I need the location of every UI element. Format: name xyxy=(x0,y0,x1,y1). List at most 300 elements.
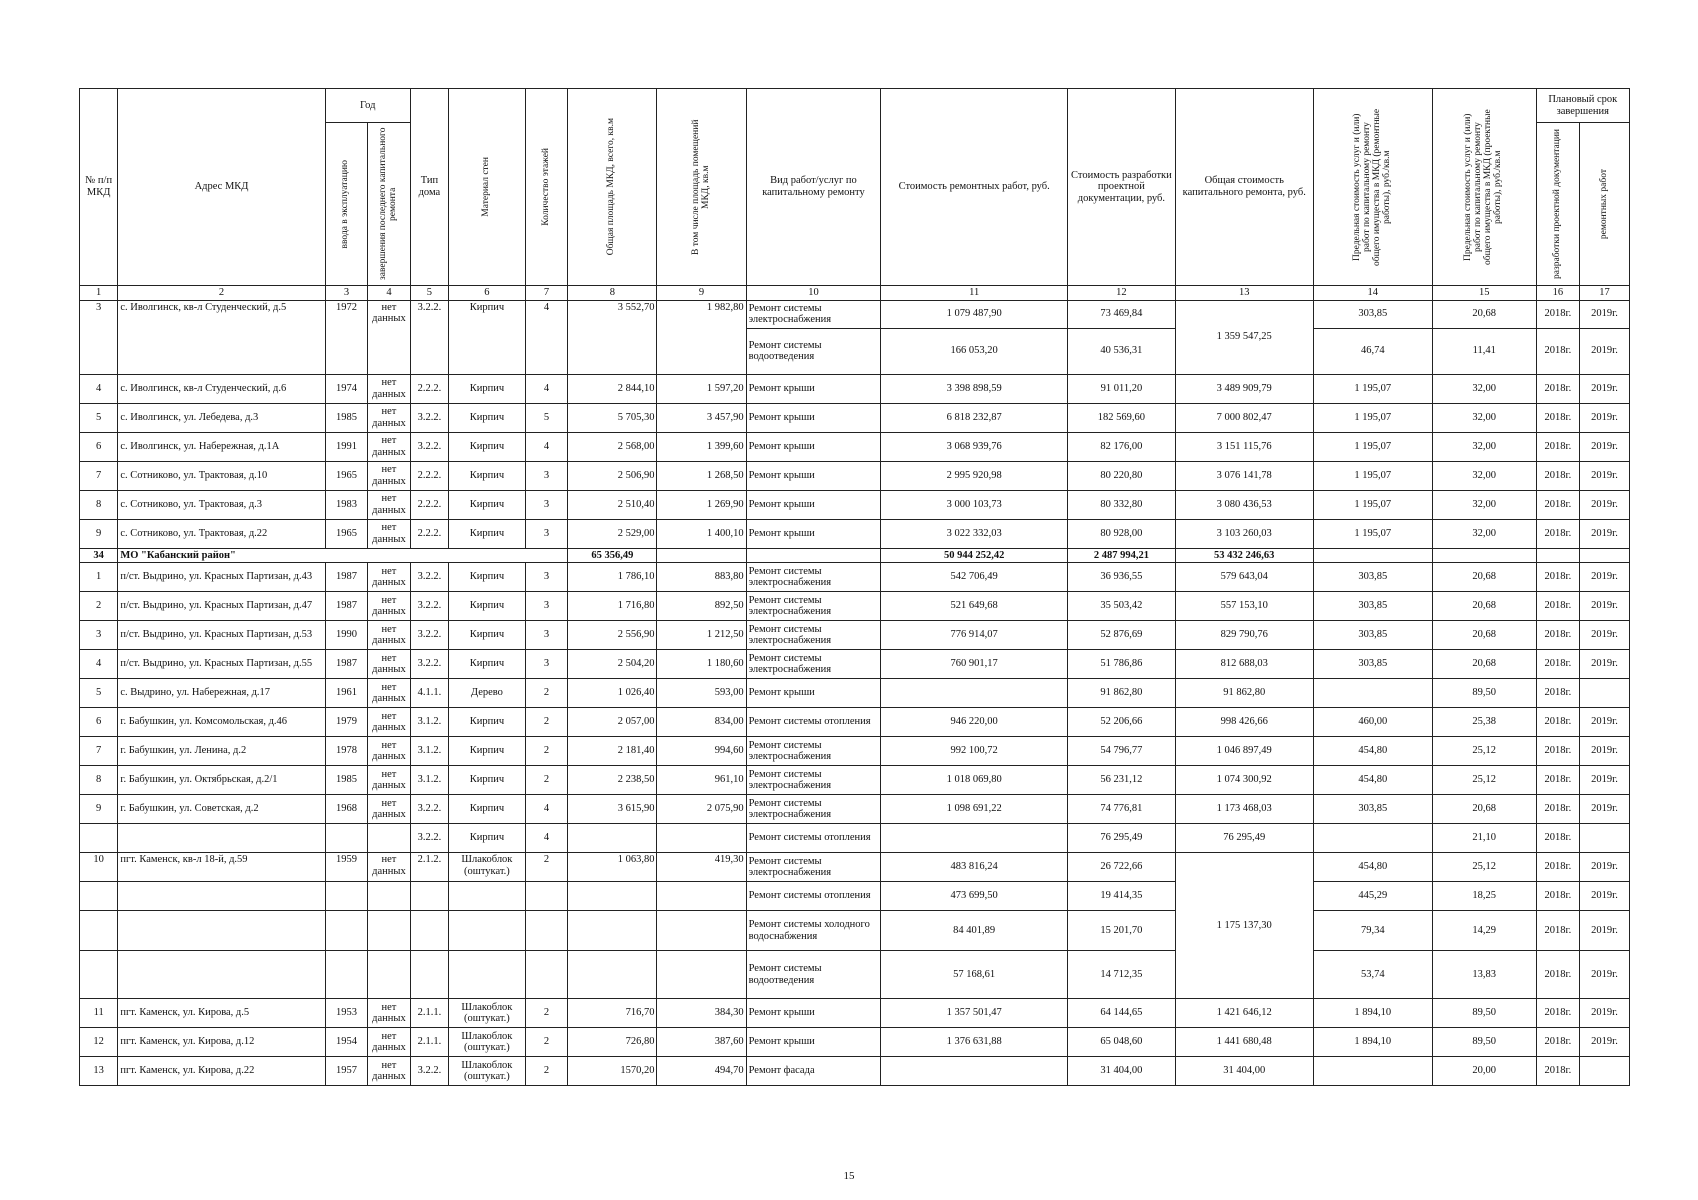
cell-limit-design: 25,12 xyxy=(1432,766,1536,795)
cell-year-commission: 1972 xyxy=(325,300,368,374)
cell-work-type: Ремонт системы водоотведения xyxy=(746,328,881,374)
cell-design-cost: 91 862,80 xyxy=(1067,679,1175,708)
cell-total-area: 2 529,00 xyxy=(568,519,657,548)
cell-limit-design: 89,50 xyxy=(1432,679,1536,708)
cell-design-cost: 35 503,42 xyxy=(1067,592,1175,621)
cell-type: 2.2.2. xyxy=(410,461,448,490)
col-number: 3 xyxy=(325,286,368,301)
cell-limit-design: 32,00 xyxy=(1432,519,1536,548)
table-row xyxy=(80,650,1630,679)
cell-type: 3.2.2. xyxy=(410,563,448,592)
cell-address xyxy=(118,824,325,853)
cell-living-area: 1 269,90 xyxy=(657,490,746,519)
cell-deadline-design: 2018г. xyxy=(1536,432,1580,461)
cell-material: Кирпич xyxy=(449,708,526,737)
cell-deadline-design: 2018г. xyxy=(1536,519,1580,548)
cell-material: Кирпич xyxy=(449,795,526,824)
col-number: 1 xyxy=(80,286,118,301)
cell-total-area: 3 552,70 xyxy=(568,300,657,374)
cell-total-area: 726,80 xyxy=(568,1028,657,1057)
cell-work-type: Ремонт системы электроснабжения xyxy=(746,766,881,795)
cell-design-cost: 14 712,35 xyxy=(1067,951,1175,999)
cell-limit-design: 25,12 xyxy=(1432,853,1536,882)
group-design-cost: 2 487 994,21 xyxy=(1067,548,1175,563)
cell-work-type: Ремонт крыши xyxy=(746,461,881,490)
cell-total-cost: 31 404,00 xyxy=(1175,1057,1313,1086)
cell-limit-repair: 1 195,07 xyxy=(1313,490,1432,519)
cell-repair-cost: 1 376 631,88 xyxy=(881,1028,1068,1057)
cell-deadline-design: 2018г. xyxy=(1536,708,1580,737)
header-deadline-design: разработки проектной документации xyxy=(1551,129,1562,279)
table-row xyxy=(80,766,1630,795)
table-row xyxy=(80,1028,1630,1057)
cell-address: г. Бабушкин, ул. Октябрьская, д.2/1 xyxy=(118,766,325,795)
cell-floors: 2 xyxy=(525,737,568,766)
cell-floors: 2 xyxy=(525,708,568,737)
cell-address: пгт. Каменск, ул. Кирова, д.22 xyxy=(118,1057,325,1086)
empty-cell xyxy=(325,882,368,911)
cell-total-cost: 3 103 260,03 xyxy=(1175,519,1313,548)
cell-floors: 3 xyxy=(525,650,568,679)
cell-deadline-repair: 2019г. xyxy=(1580,951,1630,999)
cell-deadline-repair: 2019г. xyxy=(1580,519,1630,548)
cell-type: 2.1.1. xyxy=(410,1028,448,1057)
col-number: 11 xyxy=(881,286,1068,301)
cell-deadline-repair xyxy=(1580,824,1630,853)
cell-total-cost: 557 153,10 xyxy=(1175,592,1313,621)
cell-work-type: Ремонт крыши xyxy=(746,679,881,708)
cell-year-repair xyxy=(368,824,411,853)
cell-limit-repair: 1 894,10 xyxy=(1313,1028,1432,1057)
cell-limit-design: 32,00 xyxy=(1432,490,1536,519)
cell-total-area: 1 716,80 xyxy=(568,592,657,621)
cell-material: Шлакоблок (оштукат.) xyxy=(449,999,526,1028)
cell-deadline-repair: 2019г. xyxy=(1580,328,1630,374)
empty-cell xyxy=(118,951,325,999)
header-year: Год xyxy=(325,89,410,123)
empty-cell xyxy=(525,951,568,999)
empty-cell xyxy=(118,882,325,911)
cell-limit-design: 11,41 xyxy=(1432,328,1536,374)
cell-address: п/ст. Выдрино, ул. Красных Партизан, д.43 xyxy=(118,563,325,592)
cell-repair-cost: 483 816,24 xyxy=(881,853,1068,882)
cell-deadline-repair: 2019г. xyxy=(1580,708,1630,737)
cell-type: 3.2.2. xyxy=(410,795,448,824)
cell-limit-design: 20,00 xyxy=(1432,1057,1536,1086)
cell-total-area: 2 238,50 xyxy=(568,766,657,795)
cell-type: 3.2.2. xyxy=(410,1057,448,1086)
cell-year-commission: 1978 xyxy=(325,737,368,766)
cell-limit-repair xyxy=(1313,824,1432,853)
cell-work-type: Ремонт системы холодного водоснабжения xyxy=(746,911,881,951)
cell-total-area: 3 615,90 xyxy=(568,795,657,824)
cell-deadline-repair: 2019г. xyxy=(1580,911,1630,951)
cell-n: 2 xyxy=(80,592,118,621)
empty-cell xyxy=(449,882,526,911)
cell-living-area: 892,50 xyxy=(657,592,746,621)
cell-type: 2.2.2. xyxy=(410,374,448,403)
table-row xyxy=(80,374,1630,403)
cell-deadline-design: 2018г. xyxy=(1536,650,1580,679)
cell-design-cost: 80 220,80 xyxy=(1067,461,1175,490)
cell-total-area: 5 705,30 xyxy=(568,403,657,432)
cell-year-repair: нет данных xyxy=(368,999,411,1028)
cell-repair-cost: 1 098 691,22 xyxy=(881,795,1068,824)
cell-repair-cost: 473 699,50 xyxy=(881,882,1068,911)
cell-year-commission xyxy=(325,824,368,853)
cell-deadline-design: 2018г. xyxy=(1536,882,1580,911)
cell-material: Кирпич xyxy=(449,374,526,403)
cell-floors: 3 xyxy=(525,461,568,490)
header-material: Материал стен xyxy=(480,157,491,217)
table-row xyxy=(80,679,1630,708)
cell-address: с. Выдрино, ул. Набережная, д.17 xyxy=(118,679,325,708)
cell-deadline-repair: 2019г. xyxy=(1580,490,1630,519)
cell-n: 9 xyxy=(80,519,118,548)
cell-limit-design: 20,68 xyxy=(1432,563,1536,592)
cell-total-area: 716,70 xyxy=(568,999,657,1028)
empty-cell xyxy=(80,951,118,999)
col-number: 13 xyxy=(1175,286,1313,301)
cell-deadline-design: 2018г. xyxy=(1536,300,1580,328)
empty-cell xyxy=(410,951,448,999)
cell-year-repair: нет данных xyxy=(368,679,411,708)
cell-year-commission: 1987 xyxy=(325,650,368,679)
table-row xyxy=(80,911,1630,951)
cell-total-area: 1 026,40 xyxy=(568,679,657,708)
cell-design-cost: 64 144,65 xyxy=(1067,999,1175,1028)
header-year-commission: ввода в эксплуатацию xyxy=(340,159,351,249)
header-total-cost: Общая стоимость капитального ремонта, руб. xyxy=(1175,89,1313,286)
header-address: Адрес МКД xyxy=(118,89,325,286)
cell-limit-repair xyxy=(1313,1057,1432,1086)
cell-living-area: 1 400,10 xyxy=(657,519,746,548)
cell-address: с. Иволгинск, ул. Набережная, д.1А xyxy=(118,432,325,461)
cell-deadline-repair: 2019г. xyxy=(1580,737,1630,766)
cell-work-type: Ремонт системы электроснабжения xyxy=(746,795,881,824)
cell-n: 4 xyxy=(80,650,118,679)
cell-limit-design: 32,00 xyxy=(1432,374,1536,403)
cell-repair-cost: 1 357 501,47 xyxy=(881,999,1068,1028)
cell-floors: 3 xyxy=(525,621,568,650)
col-number: 10 xyxy=(746,286,881,301)
cell-work-type: Ремонт крыши xyxy=(746,403,881,432)
col-number: 16 xyxy=(1536,286,1580,301)
cell-type: 3.2.2. xyxy=(410,650,448,679)
cell-n: 5 xyxy=(80,679,118,708)
header-total-area: Общая площадь МКД, всего, кв.м xyxy=(606,118,617,256)
cell-limit-repair: 79,34 xyxy=(1313,911,1432,951)
cell-living-area: 883,80 xyxy=(657,563,746,592)
cell-year-repair: нет данных xyxy=(368,432,411,461)
cell-address: п/ст. Выдрино, ул. Красных Партизан, д.47 xyxy=(118,592,325,621)
cell-year-commission: 1991 xyxy=(325,432,368,461)
column-number-row xyxy=(80,286,1630,301)
cell-year-commission: 1965 xyxy=(325,519,368,548)
cell-design-cost: 182 569,60 xyxy=(1067,403,1175,432)
cell-repair-cost: 542 706,49 xyxy=(881,563,1068,592)
table-row xyxy=(80,461,1630,490)
header-deadline-repair: ремонтных работ xyxy=(1598,168,1609,240)
cell-floors: 4 xyxy=(525,432,568,461)
cell-work-type: Ремонт системы электроснабжения xyxy=(746,621,881,650)
empty-cell xyxy=(568,882,657,911)
cell-type: 3.1.2. xyxy=(410,737,448,766)
cell-total-cost: 1 421 646,12 xyxy=(1175,999,1313,1028)
col-number: 7 xyxy=(525,286,568,301)
cell-limit-design: 20,68 xyxy=(1432,592,1536,621)
cell-deadline-design: 2018г. xyxy=(1536,374,1580,403)
cell-limit-design: 18,25 xyxy=(1432,882,1536,911)
cell-limit-repair: 1 195,07 xyxy=(1313,461,1432,490)
header-limit-design: Предельная стоимость услуг и (или) работ по капитальному ремонту общего имущества в МКД (проектные работы), руб./кв.м xyxy=(1463,109,1504,265)
cell-limit-repair: 53,74 xyxy=(1313,951,1432,999)
cell-deadline-design: 2018г. xyxy=(1536,563,1580,592)
page-number: 15 xyxy=(843,1170,855,1182)
col-number: 5 xyxy=(410,286,448,301)
cell-repair-cost: 84 401,89 xyxy=(881,911,1068,951)
cell-material: Шлакоблок (оштукат.) xyxy=(449,1057,526,1086)
group-total-cost: 53 432 246,63 xyxy=(1175,548,1313,563)
cell-deadline-repair: 2019г. xyxy=(1580,999,1630,1028)
cell-total-cost: 998 426,66 xyxy=(1175,708,1313,737)
cell-material: Кирпич xyxy=(449,621,526,650)
cell-limit-repair: 454,80 xyxy=(1313,737,1432,766)
header-type: Тип дома xyxy=(410,89,448,286)
cell-total-cost: 812 688,03 xyxy=(1175,650,1313,679)
cell-material: Кирпич xyxy=(449,461,526,490)
cell-limit-repair: 445,29 xyxy=(1313,882,1432,911)
cell-limit-design: 14,29 xyxy=(1432,911,1536,951)
cell-limit-design: 20,68 xyxy=(1432,650,1536,679)
cell-year-repair: нет данных xyxy=(368,853,411,882)
table-row xyxy=(80,882,1630,911)
cell-repair-cost: 776 914,07 xyxy=(881,621,1068,650)
cell-total-area: 2 181,40 xyxy=(568,737,657,766)
cell-work-type: Ремонт системы электроснабжения xyxy=(746,737,881,766)
cell-year-commission: 1968 xyxy=(325,795,368,824)
cell-living-area: 419,30 xyxy=(657,853,746,882)
cell-living-area: 834,00 xyxy=(657,708,746,737)
cell-design-cost: 19 414,35 xyxy=(1067,882,1175,911)
table-row xyxy=(80,621,1630,650)
cell-deadline-design: 2018г. xyxy=(1536,951,1580,999)
empty-cell xyxy=(368,882,411,911)
cell-deadline-design: 2018г. xyxy=(1536,679,1580,708)
table-row xyxy=(80,951,1630,999)
cell-year-commission: 1985 xyxy=(325,766,368,795)
cell-work-type: Ремонт крыши xyxy=(746,519,881,548)
cell-n: 3 xyxy=(80,300,118,374)
cell-deadline-repair: 2019г. xyxy=(1580,432,1630,461)
cell-living-area xyxy=(657,824,746,853)
cell-material: Шлакоблок (оштукат.) xyxy=(449,1028,526,1057)
empty-cell xyxy=(80,882,118,911)
cell-material: Кирпич xyxy=(449,650,526,679)
cell-total-cost: 1 175 137,30 xyxy=(1175,853,1313,999)
cell-design-cost: 52 876,69 xyxy=(1067,621,1175,650)
cell-type: 3.1.2. xyxy=(410,766,448,795)
cell-n: 10 xyxy=(80,853,118,882)
cell-limit-repair: 303,85 xyxy=(1313,795,1432,824)
cell-n: 5 xyxy=(80,403,118,432)
cell-year-repair: нет данных xyxy=(368,737,411,766)
cell-total-area: 1 786,10 xyxy=(568,563,657,592)
empty-cell xyxy=(118,911,325,951)
col-number: 4 xyxy=(368,286,411,301)
cell-design-cost: 31 404,00 xyxy=(1067,1057,1175,1086)
cell-address: п/ст. Выдрино, ул. Красных Партизан, д.55 xyxy=(118,650,325,679)
cell-design-cost: 54 796,77 xyxy=(1067,737,1175,766)
group-area: 65 356,49 xyxy=(568,548,657,563)
cell-total-area: 1 063,80 xyxy=(568,853,657,882)
cell-total-area: 2 556,90 xyxy=(568,621,657,650)
cell-n: 1 xyxy=(80,563,118,592)
cell-total-cost: 1 441 680,48 xyxy=(1175,1028,1313,1057)
cell-limit-design: 25,38 xyxy=(1432,708,1536,737)
cell-total-cost: 579 643,04 xyxy=(1175,563,1313,592)
cell-floors: 3 xyxy=(525,490,568,519)
table-row xyxy=(80,737,1630,766)
empty-cell xyxy=(325,951,368,999)
cell-work-type: Ремонт системы электроснабжения xyxy=(746,592,881,621)
empty-cell xyxy=(80,911,118,951)
header-work-type: Вид работ/услуг по капитальному ремонту xyxy=(746,89,881,286)
cell-deadline-repair: 2019г. xyxy=(1580,300,1630,328)
cell-n: 6 xyxy=(80,432,118,461)
cell-design-cost: 76 295,49 xyxy=(1067,824,1175,853)
cell-limit-design: 20,68 xyxy=(1432,621,1536,650)
group-name: МО "Кабанский район" xyxy=(118,548,568,563)
cell-work-type: Ремонт системы водоотведения xyxy=(746,951,881,999)
cell-work-type: Ремонт системы отопления xyxy=(746,708,881,737)
group-repair-cost: 50 944 252,42 xyxy=(881,548,1068,563)
cell-deadline-repair: 2019г. xyxy=(1580,650,1630,679)
cell-floors: 2 xyxy=(525,679,568,708)
cell-design-cost: 80 928,00 xyxy=(1067,519,1175,548)
cell-deadline-design: 2018г. xyxy=(1536,403,1580,432)
cell-year-repair: нет данных xyxy=(368,461,411,490)
cell-total-area: 2 510,40 xyxy=(568,490,657,519)
cell-year-repair: нет данных xyxy=(368,374,411,403)
cell-address: пгт. Каменск, кв-л 18-й, д.59 xyxy=(118,853,325,882)
table-row xyxy=(80,999,1630,1028)
cell-limit-repair: 1 195,07 xyxy=(1313,432,1432,461)
cell-work-type: Ремонт системы электроснабжения xyxy=(746,650,881,679)
cell-year-repair: нет данных xyxy=(368,403,411,432)
empty-cell xyxy=(525,911,568,951)
cell-work-type: Ремонт системы электроснабжения xyxy=(746,853,881,882)
cell-year-repair: нет данных xyxy=(368,766,411,795)
cell-year-commission: 1974 xyxy=(325,374,368,403)
header-deadline: Плановый срок завершения xyxy=(1536,89,1629,123)
cell-type: 3.2.2. xyxy=(410,621,448,650)
cell-limit-repair: 1 195,07 xyxy=(1313,519,1432,548)
cell-design-cost: 26 722,66 xyxy=(1067,853,1175,882)
cell-type: 4.1.1. xyxy=(410,679,448,708)
cell-limit-design: 25,12 xyxy=(1432,737,1536,766)
cell-work-type: Ремонт системы электроснабжения xyxy=(746,563,881,592)
cell-total-cost: 1 359 547,25 xyxy=(1175,300,1313,374)
cell-address: с. Иволгинск, кв-л Студенческий, д.6 xyxy=(118,374,325,403)
cell-repair-cost: 992 100,72 xyxy=(881,737,1068,766)
cell-deadline-repair: 2019г. xyxy=(1580,592,1630,621)
cell-deadline-repair: 2019г. xyxy=(1580,766,1630,795)
empty-cell xyxy=(657,911,746,951)
cell-material: Кирпич xyxy=(449,519,526,548)
cell-limit-repair: 303,85 xyxy=(1313,592,1432,621)
cell-floors: 4 xyxy=(525,300,568,374)
cell-material: Кирпич xyxy=(449,432,526,461)
cell-year-commission: 1987 xyxy=(325,592,368,621)
cell-floors: 3 xyxy=(525,592,568,621)
cell-floors: 2 xyxy=(525,1028,568,1057)
empty-cell xyxy=(410,882,448,911)
cell-design-cost: 91 011,20 xyxy=(1067,374,1175,403)
table-row xyxy=(80,432,1630,461)
table-row xyxy=(80,300,1630,328)
cell-year-commission: 1959 xyxy=(325,853,368,882)
cell-design-cost: 82 176,00 xyxy=(1067,432,1175,461)
cell-work-type: Ремонт системы отопления xyxy=(746,824,881,853)
table-row xyxy=(80,795,1630,824)
cell-year-repair: нет данных xyxy=(368,519,411,548)
cell-year-repair: нет данных xyxy=(368,1057,411,1086)
cell-address: с. Сотниково, ул. Трактовая, д.10 xyxy=(118,461,325,490)
table-row xyxy=(80,592,1630,621)
table-row xyxy=(80,403,1630,432)
cell-work-type: Ремонт системы электроснабжения xyxy=(746,300,881,328)
cell-total-cost: 76 295,49 xyxy=(1175,824,1313,853)
cell-deadline-design: 2018г. xyxy=(1536,1028,1580,1057)
cell-repair-cost: 3 022 332,03 xyxy=(881,519,1068,548)
cell-living-area: 2 075,90 xyxy=(657,795,746,824)
empty-cell xyxy=(325,911,368,951)
cell-total-cost: 1 046 897,49 xyxy=(1175,737,1313,766)
cell-deadline-design: 2018г. xyxy=(1536,461,1580,490)
cell-n: 4 xyxy=(80,374,118,403)
cell-repair-cost: 760 901,17 xyxy=(881,650,1068,679)
col-number: 14 xyxy=(1313,286,1432,301)
table-row xyxy=(80,824,1630,853)
cell-address: с. Иволгинск, кв-л Студенческий, д.5 xyxy=(118,300,325,374)
cell-work-type: Ремонт крыши xyxy=(746,432,881,461)
cell-total-cost: 1 074 300,92 xyxy=(1175,766,1313,795)
cell-deadline-repair: 2019г. xyxy=(1580,403,1630,432)
cell-address: г. Бабушкин, ул. Комсомольская, д.46 xyxy=(118,708,325,737)
cell-design-cost: 56 231,12 xyxy=(1067,766,1175,795)
cell-work-type: Ремонт фасада xyxy=(746,1057,881,1086)
cell-deadline-repair: 2019г. xyxy=(1580,853,1630,882)
cell-floors: 5 xyxy=(525,403,568,432)
cell-n: 12 xyxy=(80,1028,118,1057)
cell-deadline-repair: 2019г. xyxy=(1580,621,1630,650)
cell-repair-cost xyxy=(881,1057,1068,1086)
cell-deadline-repair: 2019г. xyxy=(1580,795,1630,824)
cell-design-cost: 74 776,81 xyxy=(1067,795,1175,824)
cell-floors: 2 xyxy=(525,999,568,1028)
cell-repair-cost: 946 220,00 xyxy=(881,708,1068,737)
cell-deadline-repair: 2019г. xyxy=(1580,882,1630,911)
col-number: 17 xyxy=(1580,286,1630,301)
cell-work-type: Ремонт крыши xyxy=(746,999,881,1028)
cell-year-commission: 1957 xyxy=(325,1057,368,1086)
cell-limit-design: 20,68 xyxy=(1432,300,1536,328)
cell-year-repair: нет данных xyxy=(368,708,411,737)
cell-limit-repair: 460,00 xyxy=(1313,708,1432,737)
cell-year-repair: нет данных xyxy=(368,650,411,679)
table-row xyxy=(80,519,1630,548)
